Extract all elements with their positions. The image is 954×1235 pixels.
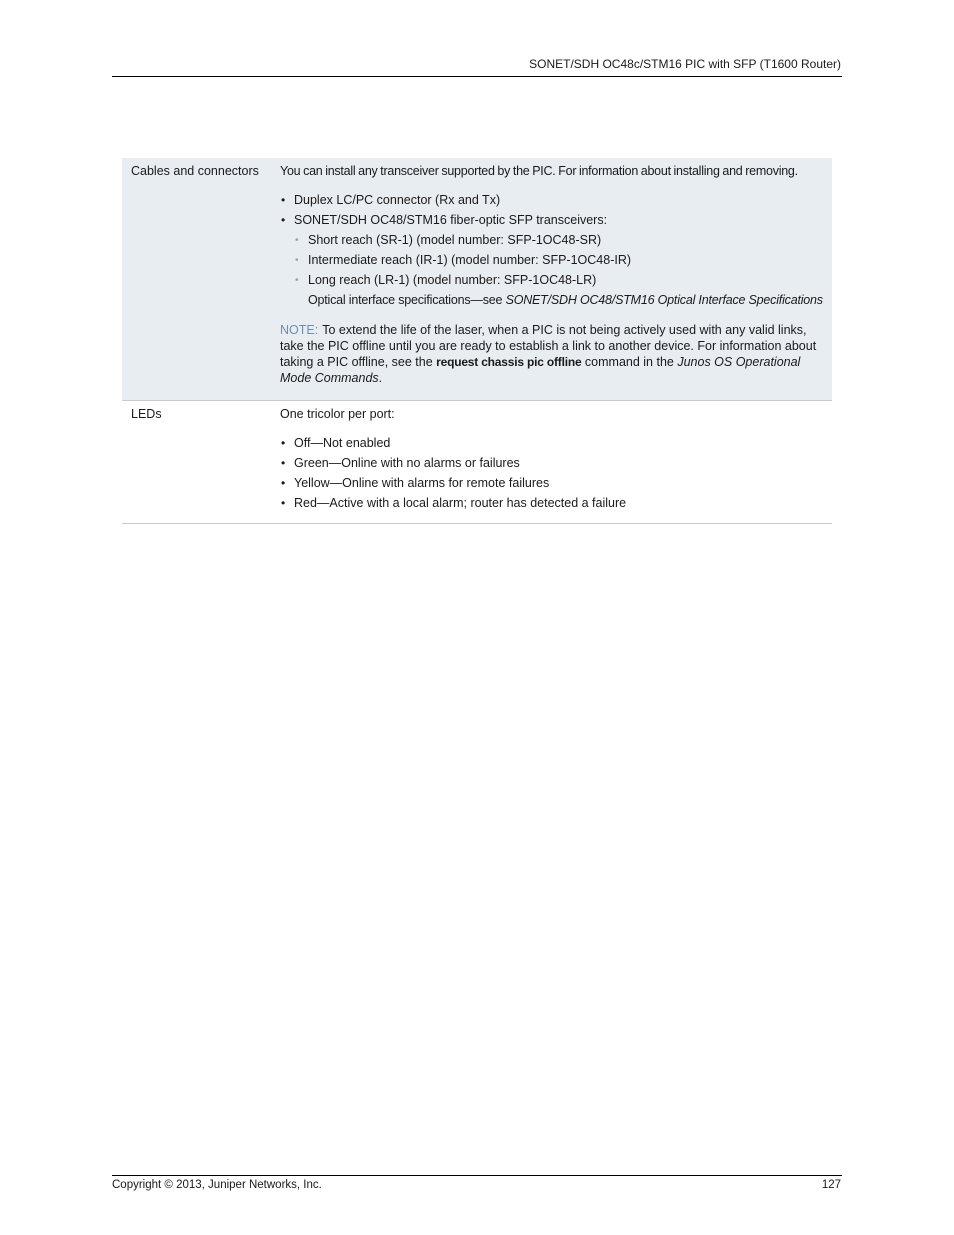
row-label: LEDs — [131, 407, 162, 421]
row-label: Cables and connectors — [131, 164, 259, 178]
optical-prefix: Optical interface specifications—see — [308, 293, 506, 307]
page-number: 127 — [821, 1179, 841, 1191]
specifications-table — [122, 158, 832, 524]
optical-spec-reference — [294, 293, 824, 308]
reference-link[interactable]: Junos OS Operational Mode Commands — [280, 355, 801, 385]
running-header-title: SONET/SDH OC48c/STM16 PIC with SFP (T1600 Router) — [529, 57, 841, 71]
sublist-item: • Short reach (SR-1) (model number: SFP-1OC48-SR) — [294, 233, 824, 248]
led-states-list — [280, 436, 824, 523]
leds-intro-text: One tricolor per port: — [280, 407, 395, 421]
footer-rule — [112, 1175, 842, 1176]
note-text: . — [378, 371, 383, 385]
list-item: • Yellow—Online with alarms for remote failures — [280, 476, 824, 491]
copyright-text: Copyright © 2013, Juniper Networks, Inc. — [112, 1179, 322, 1191]
header-rule — [112, 76, 842, 77]
cables-intro-text: You can install any transceiver supported by the PIC. For information about installing and removing. — [280, 164, 798, 178]
row-content — [280, 401, 832, 523]
row-content — [280, 158, 832, 400]
list-item: • Off—Not enabled — [280, 436, 824, 451]
laser-note — [280, 322, 824, 400]
note-label: NOTE: — [280, 323, 319, 337]
table-row-leds — [122, 401, 832, 524]
sublist-item: • Intermediate reach (IR-1) (model number: SFP-1OC48-IR) — [294, 253, 824, 268]
note-text: command in the — [581, 355, 678, 369]
list-item-text: SONET/SDH OC48/STM16 fiber-optic SFP transceivers: — [294, 213, 608, 227]
list-item: • Red—Active with a local alarm; router has detected a failure — [280, 496, 824, 511]
list-item: • Green—Online with no alarms or failures — [280, 456, 824, 471]
list-item — [280, 213, 824, 308]
optical-spec-link[interactable]: SONET/SDH OC48/STM16 Optical Interface Specifications — [505, 293, 823, 307]
list-item: • Duplex LC/PC connector (Rx and Tx) — [280, 193, 824, 208]
table-row-cables-and-connectors — [122, 158, 832, 401]
command-name: request chassis pic offline — [436, 355, 582, 369]
sublist-item: • Long reach (LR-1) (model number: SFP-1OC48-LR) — [294, 273, 824, 288]
transceiver-sublist — [294, 233, 824, 288]
note-text: To extend the life of the laser, when a PIC is not being actively used with any valid links, take the PIC offline until you are ready to establish a link to another device. For information about taking a PIC offline, see the — [280, 323, 817, 369]
connector-list — [280, 193, 824, 308]
